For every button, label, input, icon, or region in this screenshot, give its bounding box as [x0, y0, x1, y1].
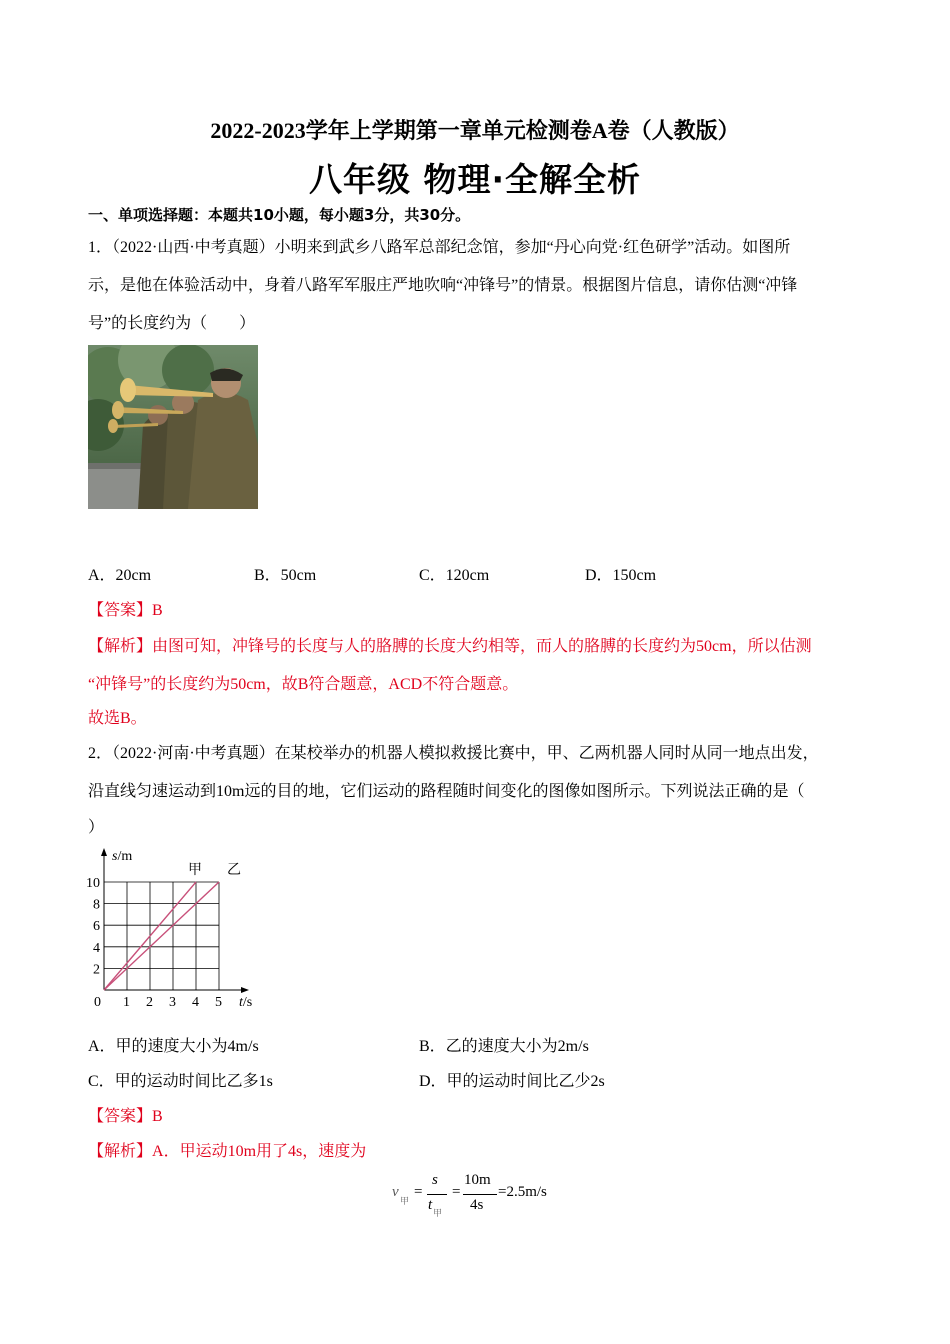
formula-result: =2.5m/s	[498, 1184, 547, 1200]
y-axis-label: s/m	[112, 849, 133, 864]
chart-svg	[84, 842, 274, 1010]
q1-analysis-line-2: “冲锋号”的长度约为50cm，故B符合题意，ACD不符合题意。	[88, 676, 519, 693]
q2-stem-line-2: 沿直线匀速运动到10m远的目的地，它们运动的路程随时间变化的图像如图所示。下列说法正确的是（	[88, 783, 805, 800]
q2-analysis-line-1	[88, 1142, 366, 1162]
formula-v: v	[392, 1184, 399, 1200]
bugle-players-photo	[88, 345, 258, 509]
formula-den2: 4s	[470, 1197, 484, 1213]
document-subtitle: 八年级 物理·全解全析	[308, 160, 642, 199]
q2-option-b: B．乙的速度大小为2m/s	[419, 1038, 589, 1055]
formula-v-sub: 甲	[400, 1196, 410, 1206]
q1-conclusion: 故选B。	[88, 710, 147, 727]
speed-formula	[392, 1172, 592, 1218]
distance-time-chart	[84, 842, 274, 1010]
x-tick-label: 3	[169, 995, 176, 1010]
analysis-text: 由图可知，冲锋号的长度与人的胳膊的长度大约相等，而人的胳膊的长度约为50cm，所以估测	[152, 638, 812, 655]
q2-answer: 【答案】B	[88, 1108, 163, 1125]
y-tick-label: 10	[86, 876, 100, 891]
section-heading: 一、单项选择题：本题共10小题，每小题3分，共30分。	[88, 206, 471, 224]
fraction-bar	[427, 1194, 447, 1195]
series-label: 甲	[188, 862, 202, 878]
q1-stem-line-3: 号”的长度约为（ ）	[88, 315, 256, 332]
x-tick-label: 0	[94, 995, 101, 1010]
q2-option-d: D．甲的运动时间比乙少2s	[419, 1073, 605, 1090]
y-tick-label: 8	[93, 897, 100, 913]
q1-option-d: D．150cm	[585, 567, 657, 584]
formula-num1: s	[432, 1172, 438, 1188]
q1-stem-line-1: 1．（2022·山西·中考真题）小明来到武乡八路军总部纪念馆，参加“丹心向党·红色研学”活动。如图所	[88, 239, 791, 256]
y-tick-label: 2	[93, 962, 100, 978]
x-tick-label: 4	[192, 995, 199, 1010]
q1-stem-line-2: 示，是他在体验活动中，身着八路军军服庄严地吹响“冲锋号”的情景。根据图片信息，请你估测“冲锋	[88, 277, 798, 294]
fraction-bar	[463, 1194, 497, 1195]
series-label: 乙	[227, 862, 241, 878]
formula-den1: t	[428, 1197, 433, 1213]
x-tick-label: 2	[146, 995, 153, 1010]
q2-stem-line-1: 2．（2022·河南·中考真题）在某校举办的机器人模拟救援比赛中，甲、乙两机器人同时从同一地点出发，	[88, 745, 819, 762]
q2-option-a: A．甲的速度大小为4m/s	[88, 1038, 259, 1055]
formula-eq1: =	[414, 1184, 423, 1200]
x-axis-label: t/s	[239, 995, 253, 1010]
analysis-label: 【解析】	[88, 1143, 153, 1160]
y-tick-label: 6	[93, 919, 100, 935]
analysis-label: 【解析】	[88, 638, 153, 655]
series-line-2	[104, 882, 219, 990]
y-tick-label: 4	[93, 940, 100, 956]
q1-answer: 【答案】B	[88, 602, 163, 619]
y-axis-arrow	[101, 848, 107, 856]
formula-num2: 10m	[464, 1172, 491, 1188]
x-tick-label: 1	[123, 995, 130, 1010]
q2-option-c: C．甲的运动时间比乙多1s	[88, 1073, 273, 1090]
document-title: 2022-2023学年上学期第一章单元检测卷A卷（人教版）	[210, 118, 740, 143]
q1-option-a: A．20cm	[88, 567, 152, 584]
q1-option-b: B．50cm	[254, 567, 317, 584]
x-axis-arrow	[241, 987, 249, 993]
analysis-text: A．甲运动10m用了4s，速度为	[152, 1143, 367, 1160]
q1-option-c: C．120cm	[419, 567, 490, 584]
q2-stem-line-3: ）	[88, 819, 105, 836]
q1-analysis-line-1	[88, 637, 812, 657]
formula-eq2: =	[452, 1184, 461, 1200]
x-tick-label: 5	[215, 995, 222, 1010]
formula-den1-sub: 甲	[433, 1208, 443, 1218]
